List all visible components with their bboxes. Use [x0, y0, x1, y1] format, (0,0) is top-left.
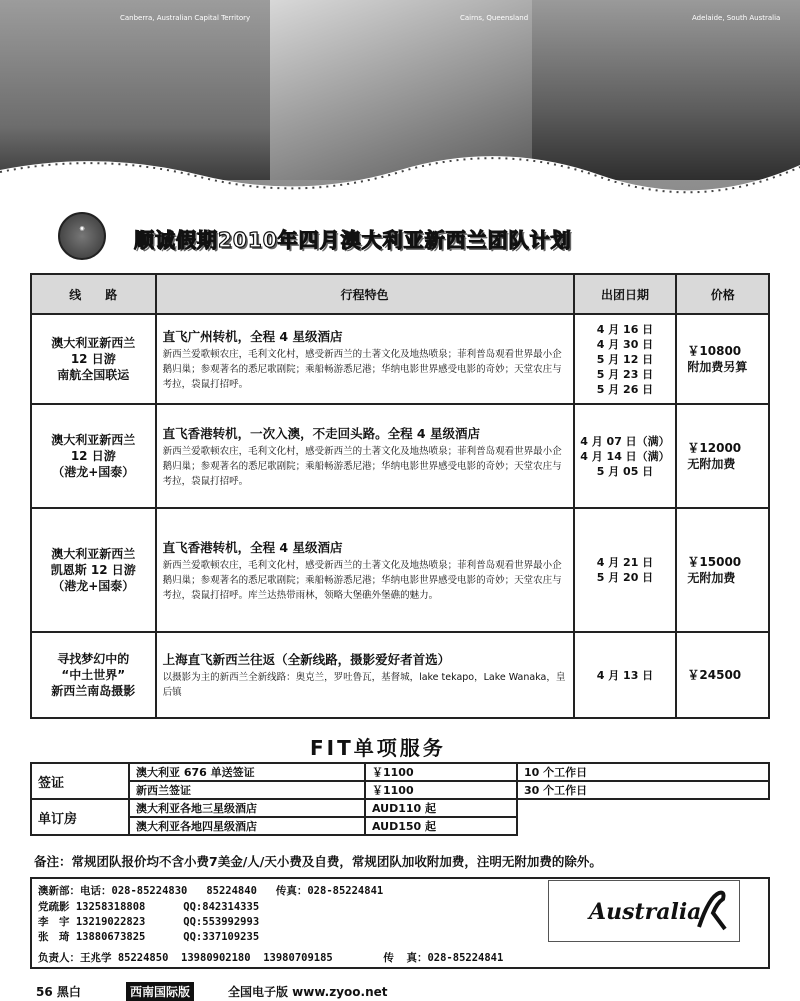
feature-headline: 上海直飞新西兰往返（全新线路，摄影爱好者首选）: [162, 652, 451, 667]
contact-line: 党疏影 13258318808 QQ:842314335: [38, 901, 260, 913]
fit-item-name: 澳大利亚各地三星级酒店: [129, 799, 365, 817]
agency-logo-badge: ◉: [58, 212, 106, 260]
price-cell: [676, 508, 769, 632]
caption-cairns: Cairns, Queensland: [460, 14, 529, 22]
date-item: 4 月 30 日: [596, 337, 654, 351]
date-item: 5 月 05 日: [596, 464, 654, 478]
table-row: [31, 763, 769, 781]
date-item: 5 月 23 日: [596, 367, 654, 381]
fit-section-title: FIT单项服务: [310, 736, 446, 760]
wave-decoration: [0, 150, 800, 200]
page-number: 56 黑白: [36, 985, 81, 999]
table-row: [31, 817, 769, 835]
australia-logo: [548, 880, 740, 942]
route-cell: [31, 314, 156, 404]
header-features: 行程特色: [156, 274, 574, 314]
route-cell: [31, 508, 156, 632]
price-value: ￥15000: [687, 555, 742, 569]
table-row: [31, 781, 769, 799]
fit-item-price: ￥1100: [365, 763, 517, 781]
feature-description: 新西兰爱歌顿农庄，毛利文化村，感受新西兰的土著文化及地热喷泉；菲利普岛观看世界最小企鹅归巢；参观著名的悉尼歌剧院；乘船畅游悉尼港；华纳电影世界感受电影的奇妙；天堂农庄与考拉，袋鼠打招呼。: [162, 445, 562, 487]
caption-canberra: Canberra, Australian Capital Territory: [120, 14, 251, 22]
contact-line: 李 宇 13219022823 QQ:553992993: [38, 916, 260, 928]
dates-cell: [574, 404, 677, 508]
date-item: 4 月 14 日（满）: [580, 449, 670, 463]
date-item: 5 月 20 日: [596, 571, 654, 584]
feature-description: 以摄影为主的新西兰全新线路：奥克兰，罗吐鲁瓦，基督城，lake tekapo，Lake Wanaka，皇后镇: [162, 672, 566, 698]
feature-headline: 直飞广州转机，全程 4 星级酒店: [162, 328, 343, 344]
feature-cell: [156, 508, 574, 632]
price-cell: [676, 314, 769, 404]
feature-cell: [156, 314, 574, 404]
fit-group-label: 单订房: [31, 799, 129, 835]
edition-site: 全国电子版 www.zyoo.net: [228, 985, 388, 999]
fit-item-duration: 30 个工作日: [517, 781, 769, 799]
feature-headline: 直飞香港转机，一次入澳，不走回头路。全程 4 星级酒店: [162, 425, 480, 441]
fit-empty-cell: [517, 799, 769, 817]
fit-item-name: 澳大利亚 676 单送签证: [129, 763, 365, 781]
dates-cell: [574, 632, 677, 718]
table-row: [31, 404, 769, 508]
page-footer: [0, 980, 800, 1000]
tour-table: [30, 273, 770, 719]
route-line: 凯恩斯 12 日游: [50, 563, 136, 577]
feature-cell: [156, 404, 574, 508]
price-value: ￥24500: [687, 668, 742, 682]
date-item: 5 月 12 日: [596, 352, 654, 366]
route-line: “中土世界”: [61, 668, 126, 682]
fit-item-price: ￥1100: [365, 781, 517, 799]
route-line: 12 日游: [70, 449, 116, 463]
edition-name: 西南国际版: [126, 982, 194, 1001]
date-item: 4 月 21 日: [596, 556, 654, 569]
australia-logo-text: Australia: [589, 899, 702, 925]
date-item: 4 月 13 日: [596, 668, 654, 682]
fit-item-price: AUD150 起: [365, 817, 517, 835]
feature-cell: [156, 632, 574, 718]
caption-adelaide: Adelaide, South Australia: [692, 14, 781, 22]
date-item: 4 月 07 日（满）: [580, 434, 670, 448]
date-item: 5 月 26 日: [596, 382, 654, 396]
fit-empty-cell: [517, 817, 769, 835]
route-line: 12 日游: [70, 352, 116, 366]
feature-headline: 直飞香港转机，全程 4 星级酒店: [162, 539, 343, 555]
route-line: 澳大利亚新西兰: [51, 336, 136, 350]
route-line: （港龙+国泰）: [52, 579, 135, 593]
fit-services-table: [30, 762, 770, 836]
header-dates: 出团日期: [574, 274, 677, 314]
contact-line: 澳新部：电话：028-85224830 85224840 传真：028-85224841: [38, 885, 384, 897]
route-line: 澳大利亚新西兰: [51, 433, 136, 447]
contact-line: 张 琦 13880673825 QQ:337109235: [38, 931, 260, 943]
price-note: 无附加费: [687, 571, 736, 585]
feature-description: 新西兰爱歌顿农庄，毛利文化村，感受新西兰的土著文化及地热喷泉；菲利普岛观看世界最小企鹅归巢；参观著名的悉尼歌剧院；乘船畅游悉尼港；华纳电影世界感受电影的奇妙；天堂农庄与考拉，袋鼠打招呼。: [162, 348, 562, 390]
table-row: [31, 799, 769, 817]
table-row: [31, 508, 769, 632]
route-line: 南航全国联运: [57, 368, 130, 382]
route-line: （港龙+国泰）: [52, 465, 135, 479]
photo-banner: [0, 0, 800, 200]
table-row: [31, 314, 769, 404]
fit-item-name: 澳大利亚各地四星级酒店: [129, 817, 365, 835]
price-value: ￥10800: [687, 344, 742, 358]
header-route: 线 路: [31, 274, 156, 314]
dates-cell: [574, 508, 677, 632]
route-line: 新西兰南岛摄影: [51, 684, 136, 698]
fit-item-name: 新西兰签证: [129, 781, 365, 799]
table-header-row: [31, 274, 769, 314]
kangaroo-icon: [689, 887, 729, 933]
price-cell: [676, 404, 769, 508]
price-value: ￥12000: [687, 441, 742, 455]
fit-item-price: AUD110 起: [365, 799, 517, 817]
route-line: 澳大利亚新西兰: [51, 547, 136, 561]
route-cell: [31, 404, 156, 508]
price-cell: [676, 632, 769, 718]
dates-cell: [574, 314, 677, 404]
date-item: 4 月 16 日: [596, 322, 654, 336]
header-price: 价格: [676, 274, 769, 314]
page-title: 顺诚假期2010年四月澳大利亚新西兰团队计划: [134, 228, 572, 252]
price-note: 无附加费: [687, 457, 736, 471]
route-cell: [31, 632, 156, 718]
remarks-note: 备注：常规团队报价均不含小费7美金/人/天小费及自费，常规团队加收附加费，注明无附加费的除外。: [34, 854, 602, 869]
fit-group-label: 签证: [31, 763, 129, 799]
price-note: 附加费另算: [687, 360, 748, 374]
table-row: [31, 632, 769, 718]
contact-line: 负责人：王兆学 85224850 13980902180 13980709185 传 真：028-85224841: [38, 952, 504, 964]
fit-item-duration: 10 个工作日: [517, 763, 769, 781]
route-line: 寻找梦幻中的: [57, 652, 130, 666]
feature-description: 新西兰爱歌顿农庄，毛利文化村，感受新西兰的土著文化及地热喷泉；菲利普岛观看世界最小企鹅归巢；参观著名的悉尼歌剧院；乘船畅游悉尼港；华纳电影世界感受电影的奇妙；天堂农庄与考拉，袋鼠打招呼。库兰达热带雨林，领略大堡礁外堡礁的魅力。: [162, 559, 562, 601]
